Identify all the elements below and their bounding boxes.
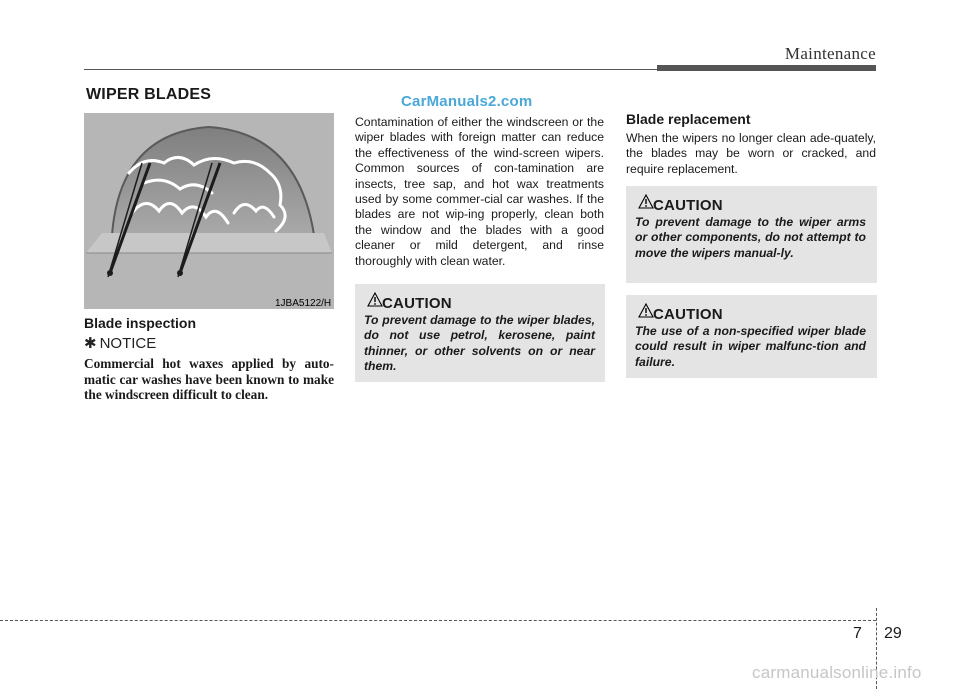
warning-triangle-icon: [638, 303, 654, 318]
replacement-text: When the wipers no longer clean ade-quately, the blades may be worn or cracked, and require replacement.: [626, 131, 876, 176]
caution-title: CAUTION: [653, 197, 723, 214]
blade-replacement-heading: Blade replacement: [626, 111, 751, 127]
running-header: Maintenance: [784, 44, 876, 63]
caution-title: CAUTION: [653, 306, 723, 323]
figure-code: 1JBA5122/H: [275, 298, 332, 309]
notice-star-icon: ✱: [84, 335, 97, 352]
header-bar: [657, 65, 876, 71]
caution-box-solvents: [355, 284, 605, 382]
blade-inspection-heading: Blade inspection: [84, 315, 197, 331]
contamination-text: Contamination of either the windscreen or the wiper blades with foreign matter can reduce the effectiveness of the wind-screen wipers. Common sources of con-tamination are insects, tree sap, and hot wax treatments used by some commer-cial car washes. If the blades are not wip-ing properly, clean both the window and the blades with a good cleaner or mild detergent, and rinse thoroughly with clean water.: [355, 115, 604, 268]
caution-text: To prevent damage to the wiper arms or other components, do not attempt to move the wipers manual-ly.: [635, 215, 866, 260]
caution-box-wiper-arms: [626, 186, 877, 283]
notice-text: Commercial hot waxes applied by auto-matic car washes have been known to make the windscreen difficult to clean.: [84, 356, 334, 403]
watermark-link[interactable]: CarManuals2.com: [401, 93, 533, 110]
header-rule: [84, 69, 657, 70]
warning-triangle-icon: [367, 292, 383, 307]
warning-triangle-icon: [638, 194, 654, 209]
caution-text: To prevent damage to the wiper blades, do not use petrol, kerosene, paint thinner, or other solvents on or near them.: [364, 313, 595, 374]
notice-label: NOTICE: [99, 335, 157, 352]
wiper-illustration: [84, 113, 334, 309]
section-title: WIPER BLADES: [86, 86, 212, 103]
site-watermark-link[interactable]: carmanualsonline.info: [752, 663, 922, 682]
chapter-number: 7: [853, 625, 862, 642]
notice-heading: [84, 334, 156, 352]
caution-text: The use of a non-specified wiper blade could result in wiper malfunc-tion and failure.: [635, 324, 866, 369]
windscreen-drawing: [84, 113, 334, 309]
caution-box-non-specified-blade: [626, 295, 877, 378]
caution-title: CAUTION: [382, 295, 452, 312]
page-number: 29: [884, 625, 902, 642]
footer-rule: [0, 620, 876, 621]
